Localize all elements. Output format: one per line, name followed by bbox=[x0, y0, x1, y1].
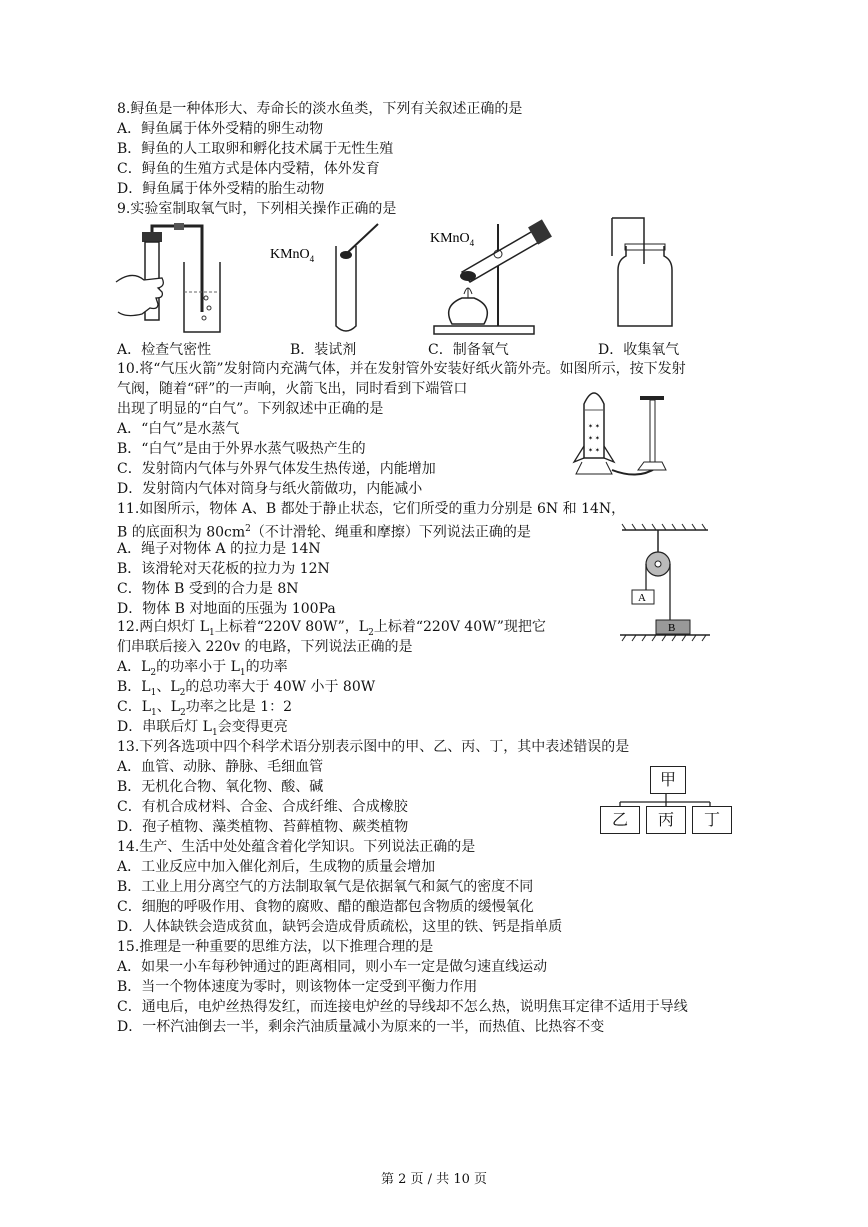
q10-stem-line3: 出现了明显的“白气”。下列叙述中正确的是 bbox=[117, 401, 384, 417]
q8-stem: 8.鲟鱼是一种体形大、寿命长的淡水鱼类，下列有关叙述正确的是 bbox=[117, 101, 523, 117]
q10-option-a: A．“白气”是水蒸气 bbox=[117, 421, 240, 437]
air-rocket-figure bbox=[568, 382, 678, 482]
q11-option-b: B．该滑轮对天花板的拉力为 12N bbox=[117, 561, 330, 577]
q15-option-b: B．当一个物体速度为零时，则该物体一定受到平衡力作用 bbox=[117, 979, 478, 995]
q10-stem-line2: 气阀，随着“砰”的一声响，火箭飞出，同时看到下端管口 bbox=[117, 381, 468, 397]
kmno4-label-b: KMnO$_4$ bbox=[270, 247, 315, 264]
q9-caption-c: C．制备氧气 bbox=[428, 342, 509, 358]
q8-option-c: C．鲟鱼的生殖方式是体内受精，体外发育 bbox=[117, 161, 380, 177]
q10-stem-line1: 10.将“气压火箭”发射筒内充满气体，并在发射管外安装好纸火箭外壳。如图所示，按下发射 bbox=[117, 361, 686, 377]
q12-option-c: C．$L_1$、$L_2$功率之比是 1：2 bbox=[117, 699, 293, 718]
hierarchy-box-ding: 丁 bbox=[692, 806, 732, 834]
q8-option-a: A．鲟鱼属于体外受精的卵生动物 bbox=[117, 121, 324, 137]
q11-stem-line2: B 的底面积为 $80cm^2$（不计滑轮、绳重和摩擦）下列说法正确的是 bbox=[117, 524, 531, 541]
q11-option-c: C．物体 B 受到的合力是 8N bbox=[117, 581, 299, 597]
q13-option-c: C．有机合成材料、合金、合成纤维、合成橡胶 bbox=[117, 799, 408, 815]
q8-option-b: B．鲟鱼的人工取卵和孵化技术属于无性生殖 bbox=[117, 141, 394, 157]
oxygen-collection-figure bbox=[608, 216, 678, 332]
page-number-footer: 第 2 页 / 共 10 页 bbox=[381, 1172, 487, 1187]
q14-option-a: A．工业反应中加入催化剂后，生成物的质量会增加 bbox=[117, 859, 436, 875]
hierarchy-box-bing: 丙 bbox=[646, 806, 686, 834]
block-a-label: A bbox=[638, 592, 646, 604]
q14-option-c: C．细胞的呼吸作用、食物的腐败、醋的酿造都包含物质的缓慢氧化 bbox=[117, 899, 534, 915]
q12-stem-line2: 们串联后接入 220v 的电路，下列说法正确的是 bbox=[117, 639, 413, 655]
airtightness-check-figure bbox=[112, 222, 222, 340]
q15-option-c: C．通电后，电炉丝热得发红，而连接电炉丝的导线却不怎么热，说明焦耳定律不适用于导线 bbox=[117, 999, 688, 1015]
q15-stem: 15.推理是一种重要的思维方法，以下推理合理的是 bbox=[117, 939, 434, 955]
q9-caption-a: A．检查气密性 bbox=[117, 342, 212, 358]
hierarchy-box-jia: 甲 bbox=[650, 766, 686, 794]
q10-option-c: C．发射筒内气体与外界气体发生热传递，内能增加 bbox=[117, 461, 436, 477]
q12-stem-line1: 12.两白炽灯 $L_1$上标着“220V 80W”，$L_2$上标着“220V 40W”现把它 bbox=[117, 619, 546, 638]
q13-option-a: A．血管、动脉、静脉、毛细血管 bbox=[117, 759, 324, 775]
pulley-figure bbox=[618, 522, 712, 644]
q8-option-d: D．鲟鱼属于体外受精的胎生动物 bbox=[117, 181, 325, 197]
oxygen-preparation-figure bbox=[428, 214, 568, 338]
q15-option-a: A．如果一小车每秒钟通过的距离相同，则小车一定是做匀速直线运动 bbox=[117, 959, 548, 975]
q9-stem: 9.实验室制取氧气时，下列相关操作正确的是 bbox=[117, 201, 397, 217]
svg-text:✶ ✶: ✶ ✶ bbox=[588, 423, 600, 430]
q14-option-b: B．工业上用分离空气的方法制取氧气是依据氧气和氮气的密度不同 bbox=[117, 879, 534, 895]
hierarchy-box-yi: 乙 bbox=[600, 806, 640, 834]
q11-option-a: A．绳子对物体 A 的拉力是 14N bbox=[117, 541, 321, 557]
kmno4-label-c: KMnO$_4$ bbox=[430, 231, 475, 248]
q11-option-d: D．物体 B 对地面的压强为 100Pa bbox=[117, 601, 336, 617]
q15-option-d: D．一杯汽油倒去一半，剩余汽油质量减小为原来的一半，而热值、比热容不变 bbox=[117, 1019, 605, 1035]
q11-stem-line1: 11.如图所示，物体 A、B 都处于静止状态，它们所受的重力分别是 6N 和 14N， bbox=[117, 501, 626, 517]
q9-caption-d: D．收集氧气 bbox=[598, 342, 680, 358]
q12-option-b: B．$L_1$、$L_2$的总功率大于 40W 小于 80W bbox=[117, 679, 376, 698]
q12-option-a: A．$L_2$的功率小于 $L_1$的功率 bbox=[117, 659, 288, 678]
q10-option-d: D．发射筒内气体对筒身与纸火箭做功，内能减小 bbox=[117, 481, 423, 497]
svg-text:✶ ✶: ✶ ✶ bbox=[588, 435, 600, 442]
loading-reagent-figure bbox=[262, 218, 392, 338]
q13-option-b: B．无机化合物、氧化物、酸、碱 bbox=[117, 779, 324, 795]
q10-option-b: B．“白气”是由于外界水蒸气吸热产生的 bbox=[117, 441, 366, 457]
q13-stem: 13.下列各选项中四个科学术语分别表示图中的甲、乙、丙、丁，其中表述错误的是 bbox=[117, 739, 630, 755]
svg-text:✶ ✶: ✶ ✶ bbox=[588, 447, 600, 454]
q13-option-d: D．孢子植物、藻类植物、苔藓植物、蕨类植物 bbox=[117, 819, 409, 835]
block-b-label: B bbox=[668, 622, 676, 634]
q14-option-d: D．人体缺铁会造成贫血，缺钙会造成骨质疏松，这里的铁、钙是指单质 bbox=[117, 919, 563, 935]
q14-stem: 14.生产、生活中处处蕴含着化学知识。下列说法正确的是 bbox=[117, 839, 476, 855]
q12-option-d: D．串联后灯 $L_1$会变得更亮 bbox=[117, 719, 288, 738]
q9-caption-b: B．装试剂 bbox=[290, 342, 357, 358]
